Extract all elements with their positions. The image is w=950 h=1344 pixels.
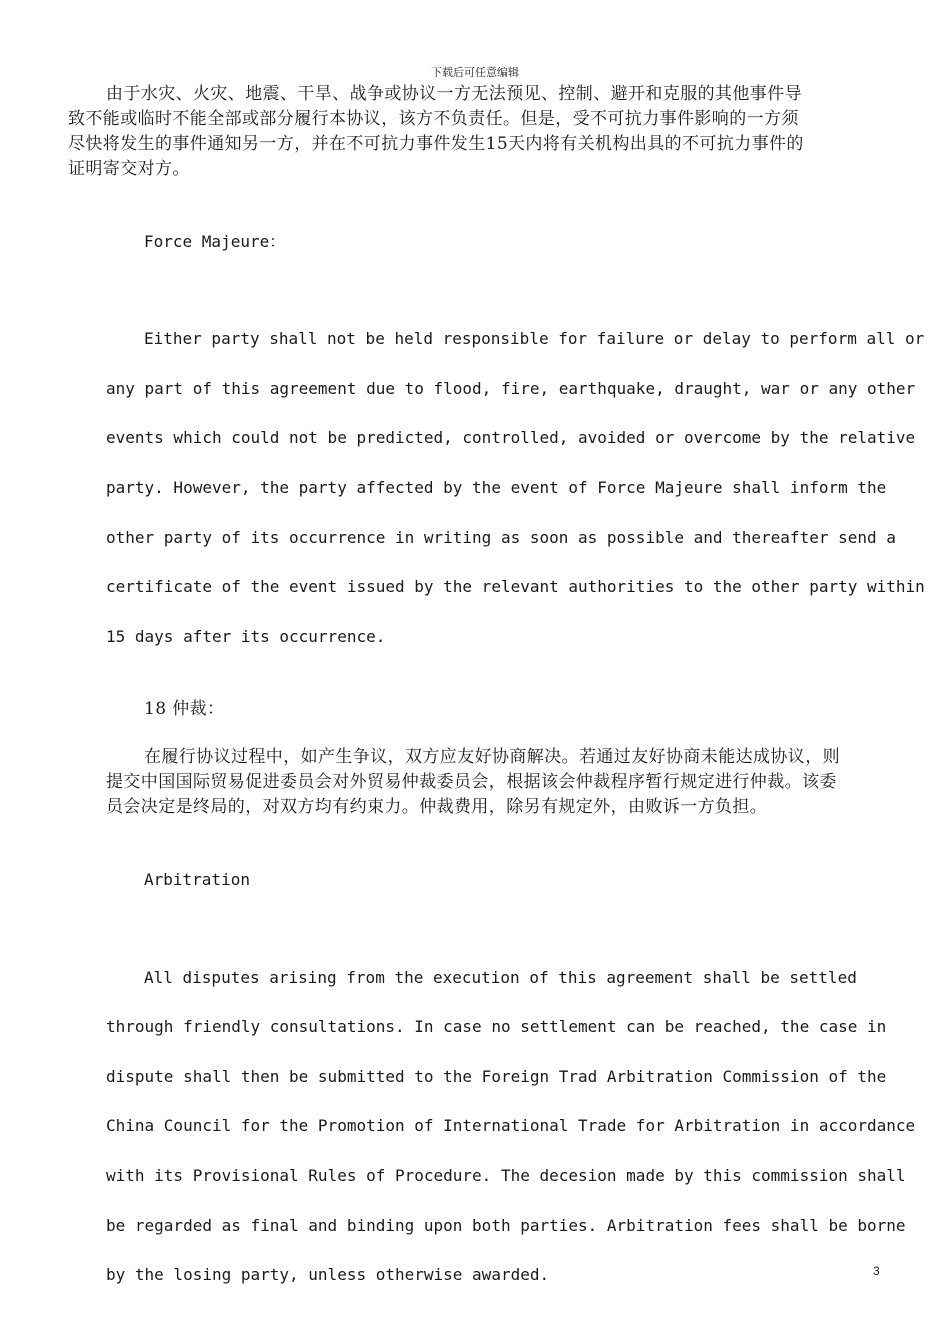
arbitration-cn-paragraph (68, 745, 888, 820)
text-line: 由于水灾、火灾、地震、干旱、战争或协议一方无法预见、控制、避开和克服的其他事件导 (106, 84, 802, 104)
text-line: China Council for the Promotion of International Trade for Arbitration in accordance (106, 1116, 916, 1136)
force-majeure-cn-paragraph (68, 82, 888, 182)
text-line: through friendly consultations. In case no settlement can be reached, the case in (106, 1017, 887, 1037)
text-line: with its Provisional Rules of Procedure. The decesion made by this commission shall (106, 1165, 906, 1185)
text-line: events which could not be predicted, controlled, avoided or overcome by the relative (106, 428, 916, 448)
arbitration-heading-en (68, 843, 888, 917)
text-line: Either party shall not be held responsible for failure or delay to perform all or (144, 329, 925, 349)
force-majeure-heading (68, 205, 888, 279)
text-line: party. However, the party affected by the event of Force Majeure shall inform the (106, 477, 887, 497)
force-majeure-en-paragraph (68, 302, 925, 674)
text-line: 员会决定是终局的，对双方均有约束力。仲裁费用，除另有规定外，由败诉一方负担。 (106, 797, 768, 818)
text-line: other party of its occurrence in writing as soon as possible and thereafter send a (106, 527, 896, 547)
text-line: certificate of the event issued by the relevant authorities to the other party within (106, 577, 925, 597)
text-line: be regarded as final and binding upon both parties. Arbitration fees shall be borne (106, 1215, 906, 1235)
page-header: 下载后可任意编辑 (431, 66, 519, 79)
text-line: 致不能或临时不能全部或部分履行本协议，该方不负责任。但是，受不可抗力事件影响的一方须 (68, 109, 799, 129)
text-line: dispute shall then be submitted to the Foreign Trad Arbitration Commission of the (106, 1066, 887, 1086)
text-line: any part of this agreement due to flood, fire, earthquake, draught, war or any other (106, 378, 916, 398)
text-line: by the losing party, unless otherwise awarded. (106, 1265, 550, 1285)
arbitration-heading-cn (68, 697, 888, 722)
document-body (68, 82, 925, 1313)
section-heading: Force Majeure： (144, 231, 286, 251)
text-line: 尽快将发生的事件通知另一方，并在不可抗力事件发生15天内将有关机构出具的不可抗力事件的 (68, 134, 804, 154)
arbitration-en-paragraph (68, 941, 916, 1313)
text-line: 在履行协议过程中，如产生争议，双方应友好协商解决。若通过友好协商未能达成协议，则 (144, 747, 840, 768)
text-line: 提交中国国际贸易促进委员会对外贸易仲裁委员会，根据该会仲裁程序暂行规定进行仲裁。该委 (106, 772, 837, 793)
text-line: 证明寄交对方。 (68, 159, 190, 179)
section-heading: Arbitration (144, 870, 250, 890)
section-heading: 18 仲裁： (144, 699, 225, 720)
text-line: All disputes arising from the execution of this agreement shall be settled (144, 967, 857, 987)
text-line: 15 days after its occurrence. (106, 626, 386, 646)
page-number: 3 (873, 1264, 880, 1278)
